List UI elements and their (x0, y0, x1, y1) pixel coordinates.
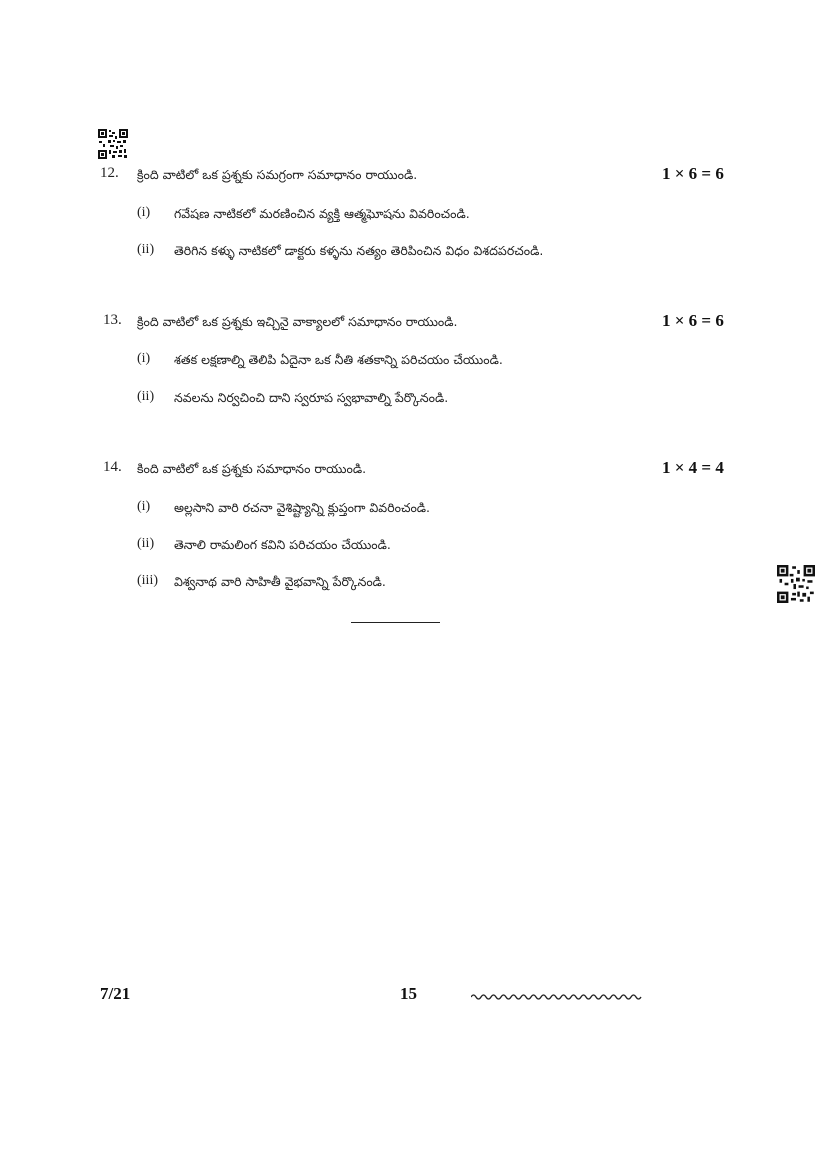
sub-question-text: విశ్వనాథ వారి సాహితీ వైభవాన్ని పేర్కొనండి. (174, 574, 386, 589)
paper-code: 7/21 (100, 984, 131, 1003)
sub-question-label: (ii) (137, 389, 155, 404)
question-number: 14. (103, 459, 122, 475)
sub-question-label: (i) (137, 499, 151, 514)
end-divider (351, 622, 440, 623)
question-number: 12. (100, 165, 119, 181)
question-instruction: క్రింది వాటిలో ఒక ప్రశ్నకు సమగ్రంగా సమాధానం రాయుండి. (137, 167, 418, 182)
sub-question-label: (iii) (137, 573, 158, 588)
page-number: 15 (400, 984, 417, 1003)
sub-question-text: అల్లసాని వారి రచనా వైశిష్ట్యాన్ని క్లుప్తంగా వివరించండి. (174, 500, 431, 515)
wavy-line-icon (471, 988, 644, 1000)
question-marks: 1 × 6 = 6 (662, 311, 724, 330)
sub-question-text: నవలను నిర్వచించి దాని స్వరూప స్వభావాల్ని పేర్కొనండి. (174, 390, 449, 405)
qr-code-icon-right (777, 565, 815, 603)
sub-question-label: (ii) (137, 536, 155, 551)
sub-question-label: (ii) (137, 242, 155, 257)
question-marks: 1 × 6 = 6 (662, 164, 724, 183)
sub-question-text: గవేషణ నాటికలో మరణించిన వ్యక్తి ఆత్మఘోషను వివరించండి. (174, 206, 470, 221)
question-number: 13. (103, 312, 122, 328)
sub-question-text: తెనాలి రామలింగ కవిని పరిచయం చేయుండి. (174, 537, 391, 552)
sub-question-text: శతక లక్షణాల్ని తెలిపి ఏదైనా ఒక నీతి శతకాన్ని పరిచయం చేయుండి. (174, 352, 503, 367)
sub-question-label: (i) (137, 205, 151, 220)
qr-code-icon-top (98, 129, 128, 159)
sub-question-label: (i) (137, 351, 151, 366)
question-marks: 1 × 4 = 4 (662, 458, 724, 477)
question-instruction: కింది వాటిలో ఒక ప్రశ్నకు సమాధానం రాయుండి. (137, 461, 367, 476)
question-instruction: క్రింది వాటిలో ఒక ప్రశ్నకు ఇచ్చినై వాక్యాలలో సమాధానం రాయుండి. (137, 314, 458, 329)
sub-question-text: తెరిగిన కళ్ళు నాటికలో డాక్టరు కళ్ళను నత్యం తెరిపించిన విధం విశదపరచండి. (174, 243, 544, 258)
